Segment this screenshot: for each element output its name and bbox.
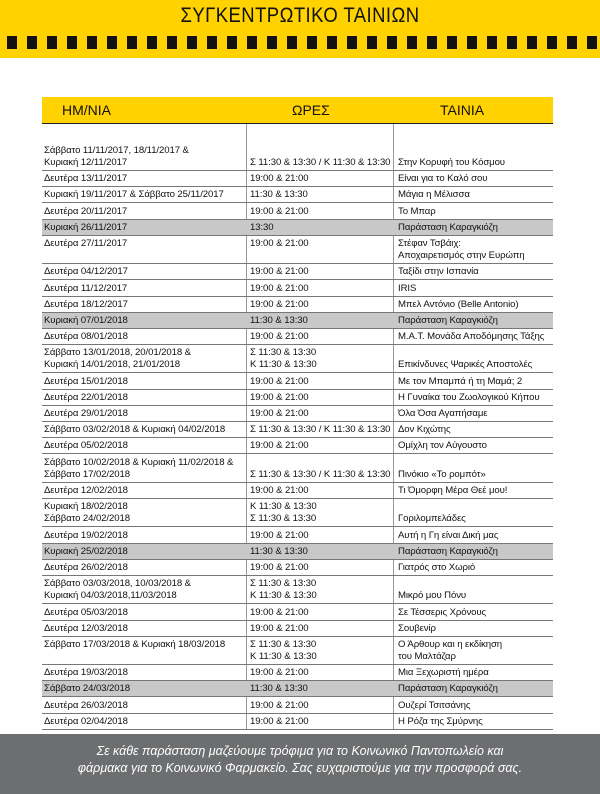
times-cell: 19:00 & 21:00 <box>250 205 309 217</box>
table-row <box>42 483 553 499</box>
movie-cell: Αποχαιρετισμός στην Ευρώπη <box>398 250 525 262</box>
times-cell: 19:00 & 21:00 <box>250 391 309 403</box>
times-cell: Κ 11:30 & 13:30 <box>250 651 317 663</box>
movie-cell: Όλα Όσα Αγαπήσαμε <box>398 408 488 420</box>
movie-cell: Στέφαν Τσβάιχ: <box>398 237 461 249</box>
table-row <box>42 280 553 296</box>
times-cell: 19:00 & 21:00 <box>250 699 309 711</box>
movie-cell: Τι Όμορφη Μέρα Θεέ μου! <box>398 484 508 496</box>
table-row <box>42 665 553 681</box>
date-cell: Δευτέρα 13/11/2017 <box>44 173 128 185</box>
table-row <box>42 329 553 345</box>
date-cell: Δευτέρα 05/02/2018 <box>44 440 128 452</box>
times-cell: 11:30 & 13:30 <box>250 545 308 557</box>
movie-cell: Σουβενίρ <box>398 622 436 634</box>
movie-cell: Ομίχλη τον Αύγουστο <box>398 440 487 452</box>
movie-cell: Ουζερί Τσιτσάνης <box>398 699 471 711</box>
date-cell: Κυριακή 19/11/2017 & Σάββατο 25/11/2017 <box>44 189 224 201</box>
date-cell: Δευτέρα 15/01/2018 <box>44 375 128 387</box>
table-row <box>42 604 553 620</box>
times-cell: 19:00 & 21:00 <box>250 484 309 496</box>
movie-cell: Δον Κιχώτης <box>398 424 451 436</box>
date-cell: Κυριακή 07/01/2018 <box>44 314 128 326</box>
times-cell: 19:00 & 21:00 <box>250 622 309 634</box>
table-row <box>42 373 553 389</box>
movie-cell: Παράσταση Καραγκιόζη <box>398 314 498 326</box>
date-cell: Δευτέρα 05/03/2018 <box>44 606 128 618</box>
footer-line: φάρμακα για το Κοινωνικό Φαρμακείο. Σας ευχαριστούμε για την προσφορά σας. <box>77 761 523 775</box>
date-cell: Κυριακή 25/02/2018 <box>44 545 128 557</box>
times-cell: 19:00 & 21:00 <box>250 237 309 249</box>
movie-cell: Γοριλομπελάδες <box>398 513 466 525</box>
table-row <box>42 714 553 730</box>
date-cell: Δευτέρα 26/02/2018 <box>44 561 128 573</box>
movie-cell: Μ.Α.Τ. Μονάδα Αποδόμησης Τάξης <box>398 331 545 343</box>
table-row <box>42 124 553 171</box>
times-cell: 11:30 & 13:30 <box>250 189 308 201</box>
date-cell: Σάββατο 11/11/2017, 18/11/2017 & <box>44 144 189 156</box>
date-cell: Σάββατο 17/03/2018 & Κυριακή 18/03/2018 <box>44 638 226 650</box>
movie-cell: Παράσταση Καραγκιόζη <box>398 545 498 557</box>
times-cell: 19:00 & 21:00 <box>250 266 309 278</box>
table-row <box>42 406 553 422</box>
date-cell: Δευτέρα 19/02/2018 <box>44 529 128 541</box>
date-cell: Σάββατο 03/03/2018, 10/03/2018 & <box>44 578 191 590</box>
table-row <box>42 264 553 280</box>
table-row <box>42 313 553 329</box>
movie-cell: Είναι για το Καλό σου <box>398 173 488 185</box>
times-cell: 19:00 & 21:00 <box>250 282 309 294</box>
date-cell: Σάββατο 24/03/2018 <box>44 683 130 695</box>
movie-cell: Η Γυναίκα του Ζωολογικού Κήπου <box>398 391 540 403</box>
times-cell: Σ 11:30 & 13:30 / Κ 11:30 & 13:30 <box>250 468 391 480</box>
movie-cell: του Μαλτάζαρ <box>398 651 456 663</box>
table-row <box>42 576 553 604</box>
table-row <box>42 422 553 438</box>
date-cell: Σάββατο 03/02/2018 & Κυριακή 04/02/2018 <box>44 424 226 436</box>
date-cell: Σάββατο 17/02/2018 <box>44 468 130 480</box>
times-cell: 19:00 & 21:00 <box>250 408 309 420</box>
times-cell: 19:00 & 21:00 <box>250 667 309 679</box>
table-row <box>42 621 553 637</box>
movie-cell: Παράσταση Καραγκιόζη <box>398 683 498 695</box>
movie-cell: Μια Ξεχωριστή ημέρα <box>398 667 489 679</box>
times-cell: 19:00 & 21:00 <box>250 529 309 541</box>
times-cell: 19:00 & 21:00 <box>250 375 309 387</box>
date-cell: Δευτέρα 18/12/2017 <box>44 298 128 310</box>
date-cell: Κυριακή 18/02/2018 <box>44 501 128 513</box>
date-cell: Δευτέρα 11/12/2017 <box>44 282 128 294</box>
times-cell: 19:00 & 21:00 <box>250 606 309 618</box>
table-row <box>42 560 553 576</box>
date-cell: Δευτέρα 04/12/2017 <box>44 266 128 278</box>
date-cell: Σάββατο 13/01/2018, 20/01/2018 & <box>44 347 191 359</box>
times-cell: 19:00 & 21:00 <box>250 298 309 310</box>
movie-cell: Μπελ Αντόνιο (Belle Antonio) <box>398 298 519 310</box>
date-cell: Δευτέρα 19/03/2018 <box>44 667 128 679</box>
times-cell: 19:00 & 21:00 <box>250 440 309 452</box>
page-title: ΣΥΓΚΕΝΤΡΩΤΙΚΟ ΤΑΙΝΙΩΝ <box>180 4 420 27</box>
times-cell: 19:00 & 21:00 <box>250 331 309 343</box>
table-row <box>42 544 553 560</box>
col-header-date: ΗΜ/ΝΙΑ <box>62 102 111 118</box>
table-row <box>42 499 553 527</box>
table-row <box>42 681 553 697</box>
movie-cell: Η Ρόζα της Σμύρνης <box>398 715 483 727</box>
date-cell: Δευτέρα 08/01/2018 <box>44 331 128 343</box>
date-cell: Δευτέρα 26/03/2018 <box>44 699 128 711</box>
date-cell: Δευτέρα 22/01/2018 <box>44 391 128 403</box>
table-body <box>42 123 553 730</box>
movie-cell: Αυτή η Γη είναι Δική μας <box>398 529 499 541</box>
col-header-times: ΩΡΕΣ <box>292 102 330 118</box>
table-row <box>42 454 553 482</box>
footer-note <box>0 743 600 777</box>
times-cell: 11:30 & 13:30 <box>250 314 308 326</box>
table-row <box>42 203 553 219</box>
table-row <box>42 390 553 406</box>
times-cell: 11:30 & 13:30 <box>250 683 308 695</box>
table-row <box>42 187 553 203</box>
date-cell: Κυριακή 14/01/2018, 21/01/2018 <box>44 359 180 371</box>
footer-line: Σε κάθε παράσταση μαζεύουμε τρόφιμα για το Κοινωνικό Παντοπωλείο και <box>96 744 504 758</box>
footer-band <box>0 734 600 794</box>
table-row <box>42 637 553 665</box>
table-row <box>42 171 553 187</box>
times-cell: 19:00 & 21:00 <box>250 561 309 573</box>
table-row <box>42 236 553 264</box>
date-cell: Δευτέρα 12/02/2018 <box>44 484 128 496</box>
date-cell: Κυριακή 26/11/2017 <box>44 221 128 233</box>
table-header <box>42 97 553 123</box>
date-cell: Δευτέρα 20/11/2017 <box>44 205 128 217</box>
times-cell: Σ 11:30 & 13:30 <box>250 347 317 359</box>
date-cell: Δευτέρα 02/04/2018 <box>44 715 128 727</box>
date-cell: Δευτέρα 29/01/2018 <box>44 408 128 420</box>
table-row <box>42 297 553 313</box>
times-cell: 13:30 <box>250 221 274 233</box>
header-band <box>0 0 600 58</box>
times-cell: Σ 11:30 & 13:30 <box>250 578 317 590</box>
movie-cell: Γιατρός στο Χωριό <box>398 561 476 573</box>
date-cell: Δευτέρα 12/03/2018 <box>44 622 128 634</box>
date-cell: Κυριακή 12/11/2017 <box>44 157 128 168</box>
times-cell: Σ 11:30 & 13:30 / Κ 11:30 & 13:30 <box>250 424 391 436</box>
movie-cell: Επικίνδυνες Ψαρικές Αποστολές <box>398 359 533 371</box>
table-row <box>42 220 553 236</box>
movie-cell: Πινόκιο «Το ρομπότ» <box>398 468 486 480</box>
movie-cell: Με τον Μπαμπά ή τη Μαμά; 2 <box>398 375 523 387</box>
times-cell: 19:00 & 21:00 <box>250 715 309 727</box>
times-cell: Κ 11:30 & 13:30 <box>250 359 317 371</box>
movie-cell: Παράσταση Καραγκιόζη <box>398 221 498 233</box>
table-row <box>42 697 553 713</box>
film-strip-decoration <box>0 36 600 49</box>
date-cell: Σάββατο 24/02/2018 <box>44 513 130 525</box>
movie-cell: Ταξίδι στην Ισπανία <box>398 266 479 278</box>
movie-cell: Το Μπαρ <box>398 205 436 217</box>
date-cell: Σάββατο 10/02/2018 & Κυριακή 11/02/2018 & <box>44 456 234 468</box>
col-header-movie: ΤΑΙΝΙΑ <box>440 102 485 118</box>
times-cell: Κ 11:30 & 13:30 <box>250 501 317 513</box>
table-row <box>42 527 553 543</box>
movie-cell: IRIS <box>398 282 417 294</box>
date-cell: Κυριακή 04/03/2018,11/03/2018 <box>44 590 177 602</box>
times-cell: Σ 11:30 & 13:30 <box>250 513 317 525</box>
times-cell: 19:00 & 21:00 <box>250 173 309 185</box>
movie-cell: Μάγια η Μέλισσα <box>398 189 470 201</box>
movie-cell: Ο Άρθουρ και η εκδίκηση <box>398 638 503 650</box>
movie-cell: Στην Κορυφή του Κόσμου <box>398 157 505 168</box>
table-row <box>42 438 553 454</box>
date-cell: Δευτέρα 27/11/2017 <box>44 237 128 249</box>
table-row <box>42 345 553 373</box>
times-cell: Σ 11:30 & 13:30 <box>250 638 317 650</box>
movie-cell: Μικρό μου Πόνυ <box>398 590 467 602</box>
times-cell: Κ 11:30 & 13:30 <box>250 590 317 602</box>
times-cell: Σ 11:30 & 13:30 / Κ 11:30 & 13:30 <box>250 157 391 168</box>
schedule-table <box>42 97 553 730</box>
movie-cell: Σε Τέσσερις Χρόνους <box>398 606 487 618</box>
